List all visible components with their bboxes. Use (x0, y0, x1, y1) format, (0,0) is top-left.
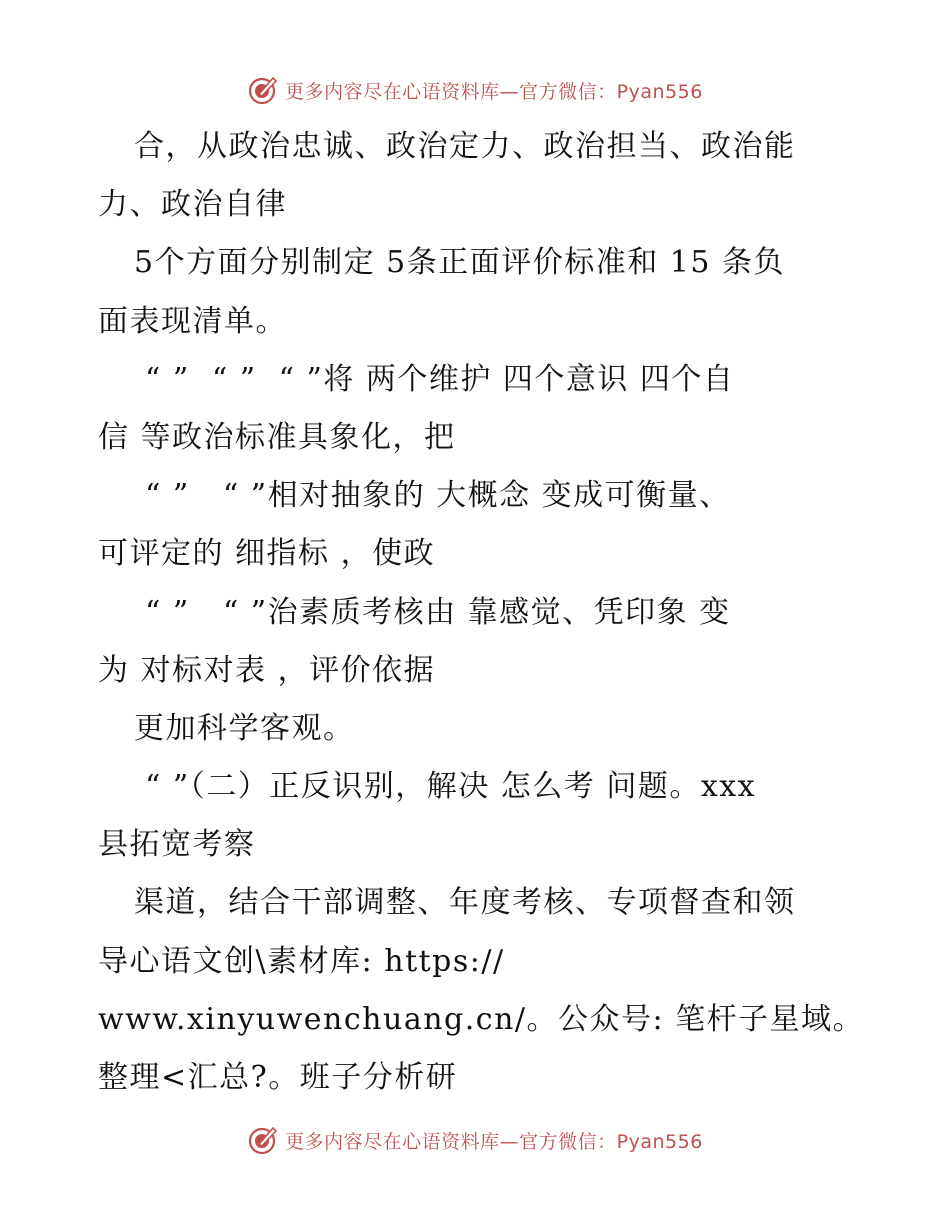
body-line: www.xinyuwenchuang.cn/。公众号: 笔杆子星域。 (98, 1001, 865, 1037)
body-line: 信 等政治标准具象化，把 (98, 419, 456, 455)
body-line: 更加科学客观。 (134, 710, 355, 746)
body-line: “ ” “ ” “ ”将 两个维护 四个意识 四个自 (134, 361, 735, 397)
footer-banner (0, 1122, 950, 1158)
body-line: “ ”（二）正反识别，解决 怎么考 问题。xxx (134, 769, 757, 805)
body-line: “ ” “ ”治素质考核由 靠感觉、凭印象 变 (134, 594, 731, 630)
body-line: 力、政治自律 (98, 187, 287, 223)
body-line: 5个方面分别制定 5条正面评价标准和 15 条负 (134, 245, 785, 281)
body-line: 可评定的 细指标 ，使政 (98, 536, 436, 572)
header-banner-text: 更多内容尽在心语资料库—官方微信：Pyan556 (285, 80, 703, 103)
footer-banner-text: 更多内容尽在心语资料库—官方微信：Pyan556 (285, 1130, 703, 1153)
body-line: 渠道，结合干部调整、年度考核、专项督查和领 (134, 885, 796, 921)
header-banner (0, 72, 950, 108)
pen-seal-icon (247, 74, 279, 106)
body-line: 面表现清单。 (98, 303, 287, 339)
body-line: 县拓宽考察 (98, 827, 256, 863)
body-line: 合，从政治忠诚、政治定力、政治担当、政治能 (134, 129, 796, 164)
document-body (98, 118, 865, 1107)
body-line: 整理<汇总?。班子分析研 (98, 1060, 458, 1095)
body-line: 为 对标对表 ，评价依据 (98, 652, 436, 688)
body-line: 导心语文创\素材库: https:// (98, 943, 505, 979)
pen-seal-icon (247, 1124, 279, 1156)
body-line: “ ” “ ”相对抽象的 大概念 变成可衡量、 (134, 478, 731, 514)
